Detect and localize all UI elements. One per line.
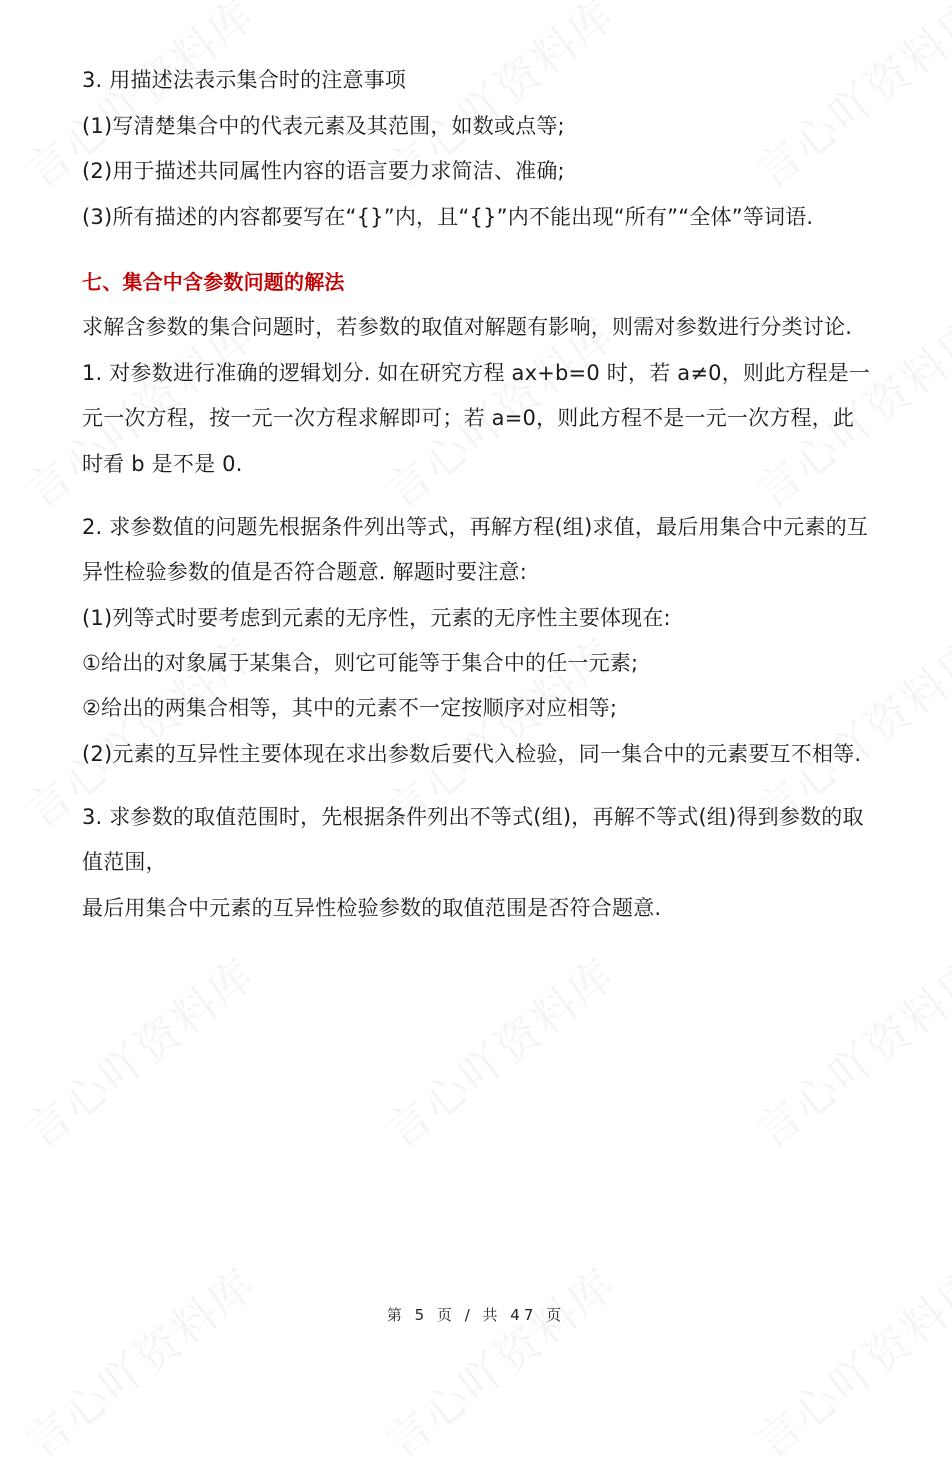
watermark (10, 1250, 267, 1470)
list-item: ②给出的两集合相等，其中的元素不一定按顺序对应相等; (82, 696, 618, 720)
list-item: (1)列等式时要考虑到元素的无序性，元素的无序性主要体现在: (82, 606, 671, 630)
paragraph-line: 最后用集合中元素的互异性检验参数的取值范围是否符合题意. (82, 896, 662, 920)
paragraph-line: 值范围， (82, 850, 167, 874)
watermark (740, 0, 952, 200)
list-item: (1)写清楚集合中的代表元素及其范围，如数或点等; (82, 114, 565, 138)
paragraph-line: 1. 对参数进行准确的逻辑划分. 如在研究方程 ax+b=0 时，若 a≠0，则此方程是一 (82, 361, 871, 385)
paragraph-line: 时看 b 是不是 0. (82, 452, 243, 476)
list-item: (2)元素的互异性主要体现在求出参数后要代入检验，同一集合中的元素要互不相等. (82, 742, 862, 766)
paragraph-line: 2. 求参数值的问题先根据条件列出等式，再解方程(组)求值，最后用集合中元素的互 (82, 515, 869, 539)
watermark (370, 1250, 627, 1470)
list-item: (2)用于描述共同属性内容的语言要力求简洁、准确; (82, 159, 565, 183)
paragraph-line: 异性检验参数的值是否符合题意. 解题时要注意: (82, 560, 528, 584)
paragraph-line: 元一次方程，按一元一次方程求解即可；若 a=0，则此方程不是一元一次方程，此 (82, 406, 855, 430)
watermark (370, 940, 627, 1160)
watermark (740, 1250, 952, 1470)
section-heading: 七、集合中含参数问题的解法 (82, 270, 345, 294)
subsection-title: 3. 用描述法表示集合时的注意事项 (82, 68, 407, 92)
watermark (740, 940, 952, 1160)
paragraph-line: 3. 求参数的取值范围时，先根据条件列出不等式(组)，再解不等式(组)得到参数的取 (82, 805, 864, 829)
page-number: 第 5 页 / 共 47 页 (386, 1306, 566, 1324)
paragraph: 求解含参数的集合问题时，若参数的取值对解题有影响，则需对参数进行分类讨论. (82, 315, 853, 339)
list-item: (3)所有描述的内容都要写在“{}”内，且“{}”内不能出现“所有”“全体”等词语. (82, 205, 814, 229)
list-item: ①给出的对象属于某集合，则它可能等于集合中的任一元素; (82, 651, 639, 675)
watermark (10, 940, 267, 1160)
